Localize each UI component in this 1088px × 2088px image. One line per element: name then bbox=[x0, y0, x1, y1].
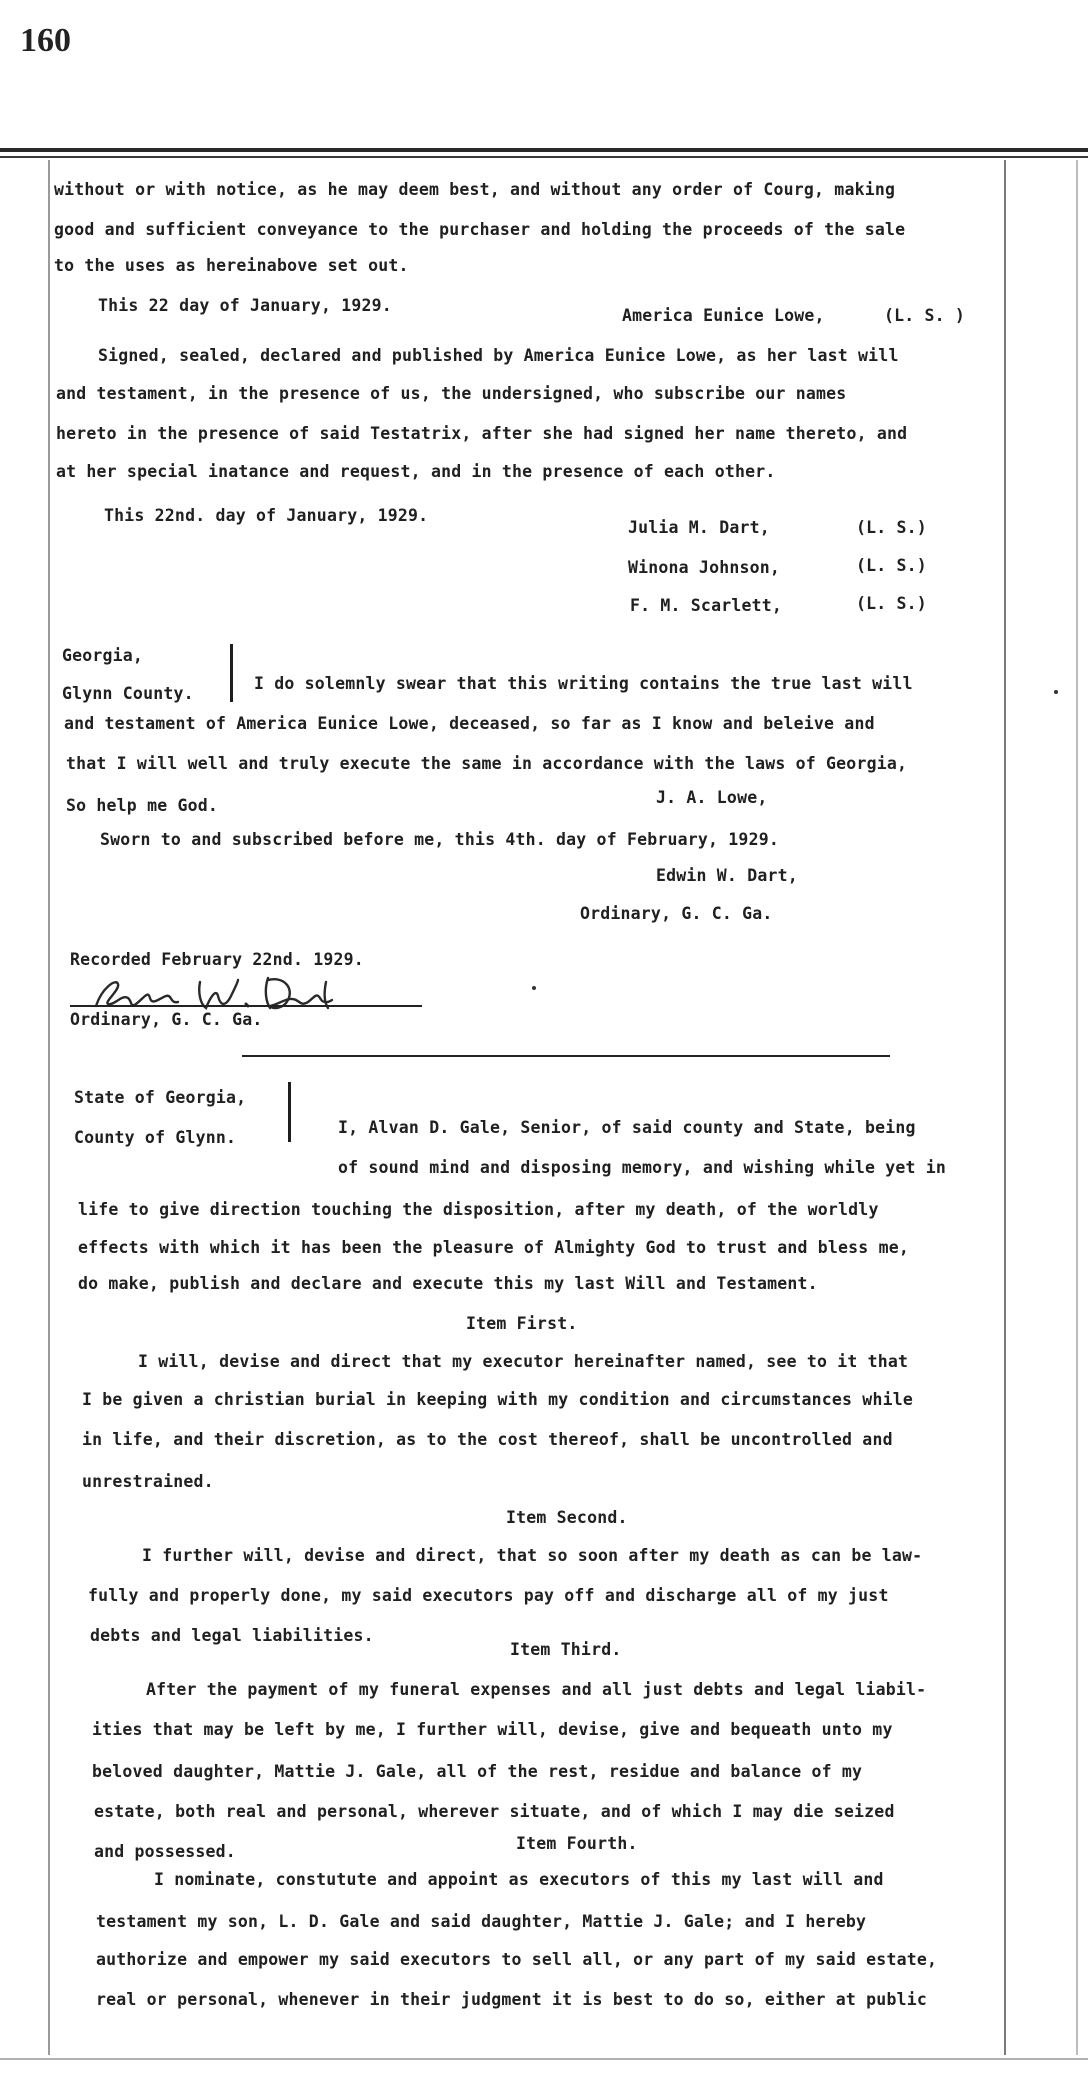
seal-mark: (L. S.) bbox=[856, 556, 927, 575]
venue-county: Glynn County. bbox=[62, 684, 194, 703]
text-line: do make, publish and declare and execute this my last Will and Testament. bbox=[78, 1274, 818, 1293]
executor-signature: J. A. Lowe, bbox=[656, 788, 768, 807]
text-line: I do solemnly swear that this writing contains the true last will bbox=[254, 674, 913, 693]
item-heading: Item First. bbox=[466, 1314, 578, 1333]
date-line: This 22 day of January, 1929. bbox=[98, 296, 392, 315]
signature-line bbox=[70, 1005, 422, 1007]
witness-name: Julia M. Dart, bbox=[628, 518, 770, 537]
seal-mark: (L. S.) bbox=[856, 594, 927, 613]
page-number: 160 bbox=[20, 22, 71, 59]
item-heading: Item Fourth. bbox=[516, 1834, 638, 1853]
outer-right-border bbox=[1076, 160, 1078, 2055]
text-line: fully and properly done, my said executors pay off and discharge all of my just bbox=[88, 1586, 889, 1605]
witness-name: F. M. Scarlett, bbox=[630, 596, 783, 615]
text-line: good and sufficient conveyance to the purchaser and holding the proceeds of the sale bbox=[54, 220, 906, 239]
ordinary-name: Edwin W. Dart, bbox=[656, 866, 798, 885]
text-line: of sound mind and disposing memory, and wishing while yet in bbox=[338, 1158, 947, 1177]
text-line: I further will, devise and direct, that so soon after my death as can be law- bbox=[142, 1546, 923, 1565]
text-line: beloved daughter, Mattie J. Gale, all of the rest, residue and balance of my bbox=[92, 1762, 863, 1781]
header-rule-thick bbox=[0, 148, 1088, 152]
seal-mark: (L. S.) bbox=[856, 518, 927, 537]
venue-bracket bbox=[230, 644, 233, 702]
recorded-line: Recorded February 22nd. 1929. bbox=[70, 950, 364, 969]
text-line: without or with notice, as he may deem best, and without any order of Courg, making bbox=[54, 180, 896, 199]
text-line: that I will well and truly execute the same in accordance with the laws of Georgia, bbox=[66, 754, 908, 773]
text-line: effects with which it has been the pleasure of Almighty God to trust and bless me, bbox=[78, 1238, 909, 1257]
text-line: authorize and empower my said executors to sell all, or any part of my said estate, bbox=[96, 1950, 938, 1969]
text-line: at her special inatance and request, and in the presence of each other. bbox=[56, 462, 776, 481]
section-divider bbox=[242, 1055, 890, 1057]
text-line: Signed, sealed, declared and published by America Eunice Lowe, as her last will bbox=[98, 346, 899, 365]
text-line: hereto in the presence of said Testatrix, after she had signed her name thereto, and bbox=[56, 424, 908, 443]
witness-name: Winona Johnson, bbox=[628, 558, 781, 577]
text-line: I will, devise and direct that my executor hereinafter named, see to it that bbox=[138, 1352, 909, 1371]
right-margin-border bbox=[1004, 160, 1006, 2055]
text-line: and testament of America Eunice Lowe, deceased, so far as I know and beleive and bbox=[64, 714, 875, 733]
text-line: and possessed. bbox=[94, 1842, 236, 1861]
left-margin-border bbox=[48, 160, 50, 2055]
ordinary-title: Ordinary, G. C. Ga. bbox=[70, 1010, 263, 1029]
text-line: After the payment of my funeral expenses and all just debts and legal liabil- bbox=[146, 1680, 927, 1699]
bottom-edge-line bbox=[0, 2058, 1088, 2060]
sworn-line: Sworn to and subscribed before me, this 4th. day of February, 1929. bbox=[100, 830, 779, 849]
text-line: I be given a christian burial in keeping with my condition and circumstances while bbox=[82, 1390, 913, 1409]
ordinary-title: Ordinary, G. C. Ga. bbox=[580, 904, 773, 923]
text-line: testament my son, L. D. Gale and said daughter, Mattie J. Gale; and I hereby bbox=[96, 1912, 867, 1931]
text-line: life to give direction touching the disposition, after my death, of the worldly bbox=[78, 1200, 879, 1219]
venue-state: Georgia, bbox=[62, 646, 144, 665]
venue-county: County of Glynn. bbox=[74, 1128, 237, 1147]
text-line: and testament, in the presence of us, the undersigned, who subscribe our names bbox=[56, 384, 847, 403]
text-line: I, Alvan D. Gale, Senior, of said county and State, being bbox=[338, 1118, 916, 1137]
ink-speck bbox=[1054, 690, 1058, 694]
text-line: estate, both real and personal, wherever situate, and of which I may die seized bbox=[94, 1802, 895, 1821]
venue-state: State of Georgia, bbox=[74, 1088, 247, 1107]
venue-bracket bbox=[288, 1082, 291, 1142]
text-line: So help me God. bbox=[66, 796, 219, 815]
seal-mark: (L. S. ) bbox=[884, 306, 966, 325]
testatrix-signature: America Eunice Lowe, bbox=[622, 306, 825, 325]
text-line: ities that may be left by me, I further will, devise, give and bequeath unto my bbox=[92, 1720, 893, 1739]
text-line: unrestrained. bbox=[82, 1472, 214, 1491]
item-heading: Item Third. bbox=[510, 1640, 622, 1659]
text-line: I nominate, constutute and appoint as executors of this my last will and bbox=[154, 1870, 884, 1889]
text-line: real or personal, whenever in their judgment it is best to do so, either at public bbox=[96, 1990, 927, 2009]
text-line: debts and legal liabilities. bbox=[90, 1626, 374, 1645]
date-line: This 22nd. day of January, 1929. bbox=[104, 506, 429, 525]
item-heading: Item Second. bbox=[506, 1508, 628, 1527]
header-rule-thin bbox=[0, 156, 1088, 158]
text-line: to the uses as hereinabove set out. bbox=[54, 256, 409, 275]
ink-speck bbox=[532, 986, 536, 990]
text-line: in life, and their discretion, as to the cost thereof, shall be uncontrolled and bbox=[82, 1430, 893, 1449]
